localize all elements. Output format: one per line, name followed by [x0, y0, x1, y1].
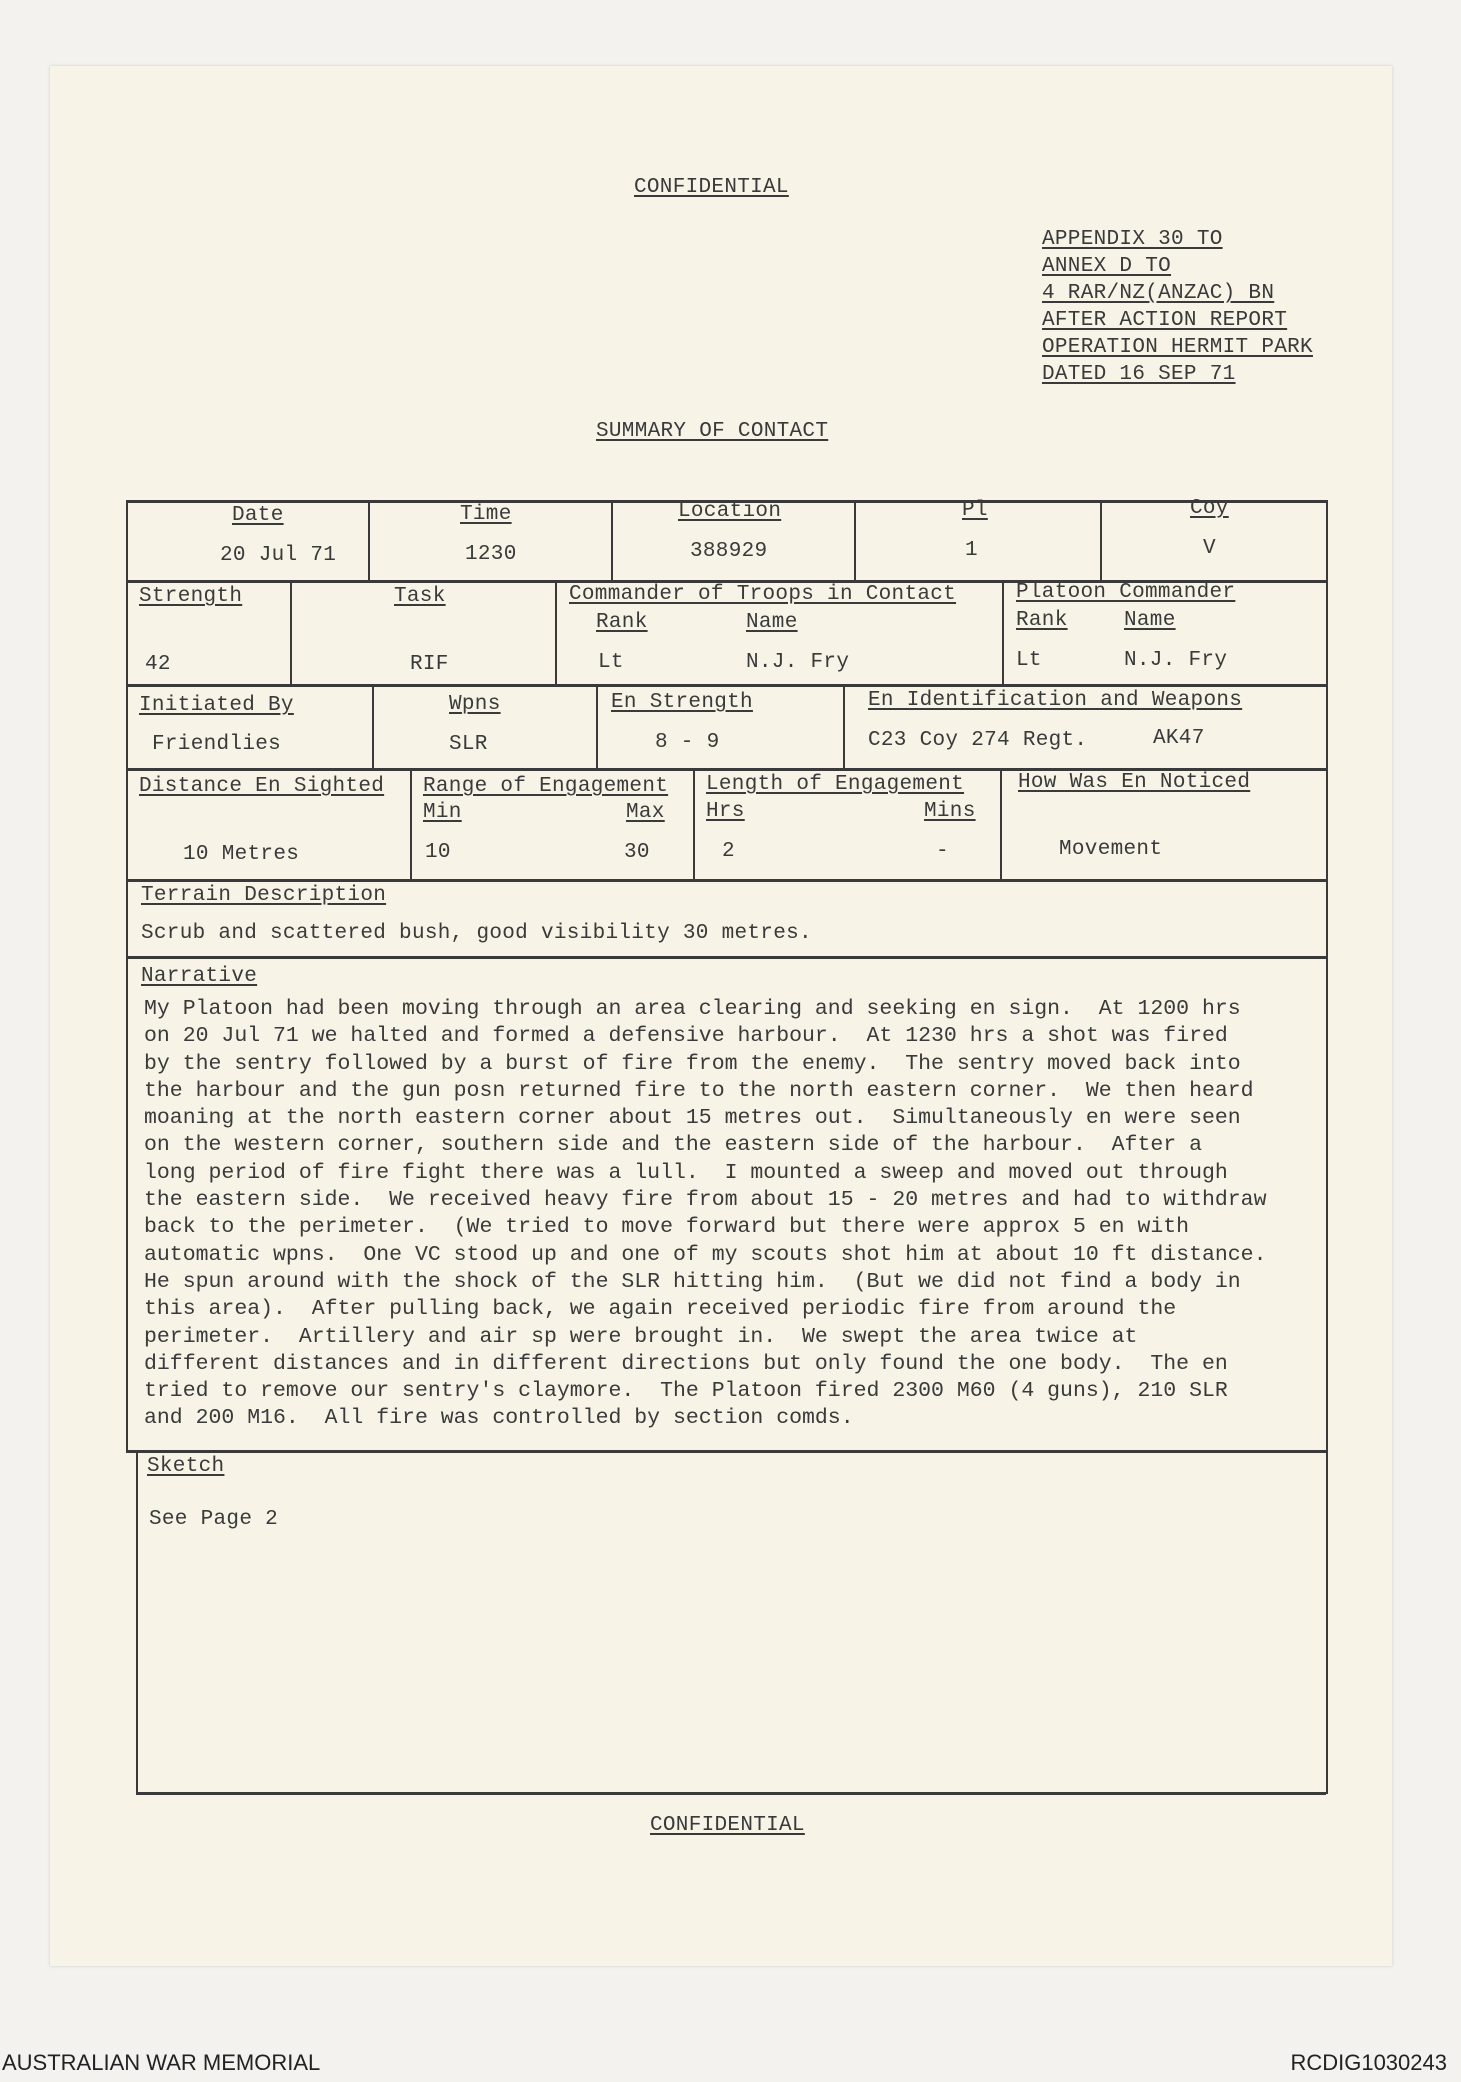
initiated-label: Initiated By: [139, 694, 294, 717]
mins-value: -: [936, 840, 949, 863]
narrative-line: moaning at the north eastern corner about 15 metres out. Simultaneously en were seen: [144, 1106, 1241, 1131]
hrs-label: Hrs: [706, 800, 745, 823]
cmdr-rank-label: Rank: [596, 611, 648, 634]
narrative-line: He spun around with the shock of the SLR hitting him. (But we did not find a body in: [144, 1269, 1241, 1294]
appendix-line: OPERATION HERMIT PARK: [1042, 336, 1313, 359]
en-weapons-value: AK47: [1153, 727, 1205, 750]
coy-value: V: [1203, 537, 1216, 560]
classification-bottom: CONFIDENTIAL: [650, 1814, 805, 1837]
narrative-line: the harbour and the gun posn returned fire to the north eastern corner. We then heard: [144, 1078, 1254, 1103]
date-label: Date: [232, 504, 284, 527]
classification-top: CONFIDENTIAL: [634, 176, 789, 199]
narrative-line: and 200 M16. All fire was controlled by section comds.: [144, 1406, 854, 1431]
range-max: 30: [624, 841, 650, 864]
narrative-line: automatic wpns. One VC stood up and one of my scouts shot him at about 10 ft distance.: [144, 1242, 1267, 1267]
strength-label: Strength: [139, 585, 243, 608]
task-value: RIF: [410, 653, 449, 676]
length-label: Length of Engagement: [706, 773, 965, 796]
pl-rank-label: Rank: [1016, 609, 1068, 632]
terrain-text: Scrub and scattered bush, good visibility 30 metres.: [141, 922, 812, 945]
strength-value: 42: [145, 653, 171, 676]
narrative-label: Narrative: [141, 965, 258, 988]
range-min-label: Min: [423, 801, 462, 824]
commander-label: Commander of Troops in Contact: [569, 583, 957, 606]
wpns-label: Wpns: [449, 693, 501, 716]
pl-value: 1: [965, 539, 978, 562]
narrative-line: My Platoon had been moving through an area clearing and seeking en sign. At 1200 hrs: [144, 997, 1241, 1021]
location-label: Location: [678, 500, 782, 523]
archive-id: RCDIG1030243: [1290, 2050, 1447, 2075]
task-label: Task: [394, 585, 446, 608]
distance-value: 10 Metres: [183, 843, 300, 866]
narrative-line: perimeter. Artillery and air sp were brought in. We swept the area twice at: [144, 1324, 1138, 1349]
sketch-text: See Page 2: [149, 1508, 279, 1531]
narrative-line: on 20 Jul 71 we halted and formed a defensive harbour. At 1230 hrs a shot was fired: [144, 1024, 1228, 1049]
hrs-value: 2: [722, 840, 735, 863]
initiated-value: Friendlies: [152, 733, 282, 756]
narrative-line: the eastern side. We received heavy fire from about 15 - 20 metres and had to withdraw: [144, 1188, 1267, 1213]
time-label: Time: [460, 503, 512, 526]
narrative-line: this area). After pulling back, we again received periodic fire from around the: [144, 1297, 1177, 1322]
location-value: 388929: [690, 540, 768, 563]
cmdr-name-label: Name: [746, 611, 798, 634]
pl-name-label: Name: [1124, 609, 1176, 632]
terrain-label: Terrain Description: [141, 884, 387, 907]
cmdr-name: N.J. Fry: [746, 651, 850, 674]
narrative-text: [144, 996, 1266, 1433]
noticed-label: How Was En Noticed: [1018, 771, 1251, 794]
appendix-line: ANNEX D TO: [1042, 255, 1172, 278]
appendix-line: 4 RAR/NZ(ANZAC) BN: [1042, 282, 1275, 305]
document-title: SUMMARY OF CONTACT: [596, 420, 829, 443]
pl-rank: Lt: [1016, 649, 1042, 672]
cmdr-rank: Lt: [598, 651, 624, 674]
en-id-value: C23 Coy 274 Regt.: [868, 729, 1088, 752]
distance-label: Distance En Sighted: [139, 775, 385, 798]
coy-label: Coy: [1190, 497, 1229, 520]
range-min: 10: [425, 841, 451, 864]
narrative-line: long period of fire fight there was a lull. I mounted a sweep and moved out through: [144, 1160, 1228, 1185]
narrative-line: on the western corner, southern side and the eastern side of the harbour. After a: [144, 1133, 1202, 1158]
platoon-commander-label: Platoon Commander: [1016, 581, 1236, 604]
pl-name: N.J. Fry: [1124, 649, 1228, 672]
archive-credit: AUSTRALIAN WAR MEMORIAL: [2, 2050, 321, 2075]
appendix-line: AFTER ACTION REPORT: [1042, 309, 1288, 332]
time-value: 1230: [465, 543, 517, 566]
narrative-line: tried to remove our sentry's claymore. The Platoon fired 2300 M60 (4 guns), 210 SLR: [144, 1379, 1228, 1404]
narrative-line: different distances and in different directions but only found the one body. The en: [144, 1351, 1228, 1376]
sketch-label: Sketch: [147, 1455, 225, 1478]
appendix-line: DATED 16 SEP 71: [1042, 363, 1236, 386]
mins-label: Mins: [924, 800, 976, 823]
narrative-line: back to the perimeter. (We tried to move forward but there were approx 5 en with: [144, 1215, 1190, 1240]
en-strength-label: En Strength: [611, 691, 753, 714]
range-max-label: Max: [626, 801, 665, 824]
appendix-line: APPENDIX 30 TO: [1042, 228, 1223, 251]
en-id-label: En Identification and Weapons: [868, 689, 1243, 712]
noticed-value: Movement: [1059, 838, 1163, 861]
en-strength-value: 8 - 9: [655, 731, 720, 754]
narrative-line: by the sentry followed by a burst of fire from the enemy. The sentry moved back into: [144, 1051, 1241, 1076]
range-label: Range of Engagement: [423, 775, 669, 798]
pl-label: Pl: [962, 499, 988, 522]
date-value: 20 Jul 71: [220, 544, 337, 567]
wpns-value: SLR: [449, 733, 488, 756]
